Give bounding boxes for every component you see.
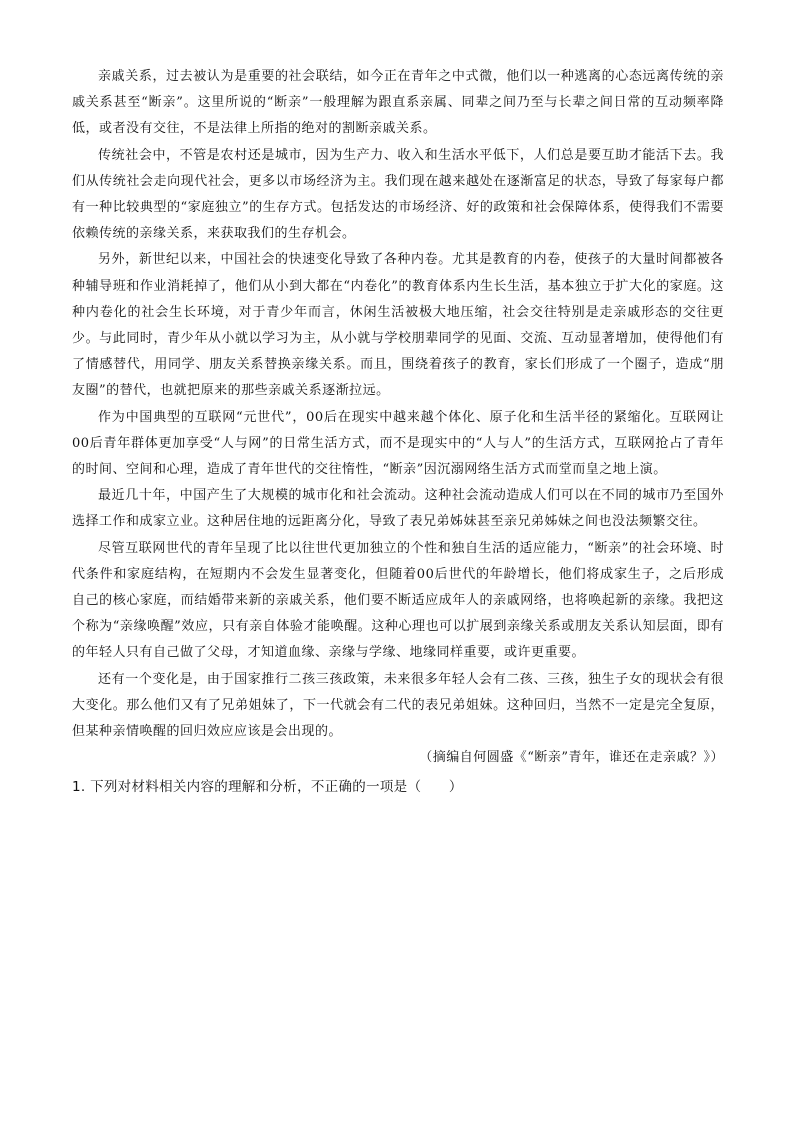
- article-paragraph-1: 亲戚关系，过去被认为是重要的社会联结，如今正在青年之中式微，他们以一种逃离的心态远离传统的亲戚关系甚至“断亲”。这里所说的“断亲”一般理解为跟直系亲属、同辈之间乃至与长辈之间日常的互动频率降低，或者没有交往，不是法律上所指的绝对的割断亲戚关系。: [72, 69, 724, 137]
- document-page: [72, 64, 724, 799]
- article-paragraph-6: 尽管互联网世代的青年呈现了比以往世代更加独立的个性和独自生活的适应能力，“断亲”的社会环境、时代条件和家庭结构，在短期内不会发生显著变化，但随着00后世代的年龄增长，他们将成家生子，之后形成自己的核心家庭，而结婚带来新的亲戚关系，他们要不断适应成年人的亲戚网络，也将唤起新的亲缘。我把这个称为“亲缘唤醒”效应，只有亲自体验才能唤醒。这种心理也可以扩展到亲缘关系或朋友关系认知层面，即有的年轻人只有自己做了父母，才知道血缘、亲缘与学缘、地缘同样重要，或许更重要。: [72, 540, 724, 661]
- article-paragraph-4: 作为中国典型的互联网“元世代”，00后在现实中越来越个体化、原子化和生活半径的紧缩化。互联网让00后青年群体更加享受“人与网”的日常生活方式，而不是现实中的“人与人”的生活方式，互联网抢占了青年的时间、空间和心理，造成了青年世代的交往惰性，“断亲”因沉溺网络生活方式而堂而皇之地上演。: [72, 409, 724, 478]
- article-paragraph-2: 传统社会中，不管是农村还是城市，因为生产力、收入和生活水平低下，人们总是要互助才能活下去。我们从传统社会走向现代社会，更多以市场经济为主。我们现在越来越处在逐渐富足的状态，导致了每家每户都有一种比较典型的“家庭独立”的生存方式。包括发达的市场经济、好的政策和社会保障体系，使得我们不需要依赖传统的亲缘关系，来获取我们的生存机会。: [72, 147, 724, 242]
- article-paragraph-3: 另外，新世纪以来，中国社会的快速变化导致了各种内卷。尤其是教育的内卷，使孩子的大量时间都被各种辅导班和作业消耗掉了，他们从小到大都在“内卷化”的教育体系内生长生活，基本独立于扩大化的家庭。这种内卷化的社会生长环境，对于青少年而言，休闲生活被极大地压缩，社会交往特别是走亲戚形态的交往更少。与此同时，青少年从小就以学习为主，从小就与学校朋辈同学的见面、交流、互动显著增加，使得他们有了情感替代，用同学、朋友关系替换亲缘关系。而且，围绕着孩子的教育，家长们形成了一个圈子，造成“朋友圈”的替代，也就把原来的那些亲戚关系逐渐拉远。: [72, 252, 724, 399]
- question-1-stem: 1. 下列对材料相关内容的理解和分析，不正确的一项是（ ）: [72, 779, 463, 796]
- article-body: [72, 64, 724, 745]
- article-source-citation: （摘编自何圆盛《“断亲”青年，谁还在走亲戚？》）: [419, 750, 724, 766]
- article-paragraph-7: 还有一个变化是，由于国家推行二孩三孩政策，未来很多年轻人会有二孩、三孩，独生子女的现状会有很大变化。那么他们又有了兄弟姐妹了，下一代就会有二代的表兄弟姐妹。这种回归，当然不一定是完全复原，但某种亲情唤醒的回归效应应该是会出现的。: [72, 671, 724, 740]
- article-paragraph-5: 最近几十年，中国产生了大规模的城市化和社会流动。这种社会流动造成人们可以在不同的城市乃至国外选择工作和成家立业。这种居住地的远距离分化，导致了表兄弟姊妹甚至亲兄弟姊妹之间也没法频繁交往。: [72, 488, 724, 530]
